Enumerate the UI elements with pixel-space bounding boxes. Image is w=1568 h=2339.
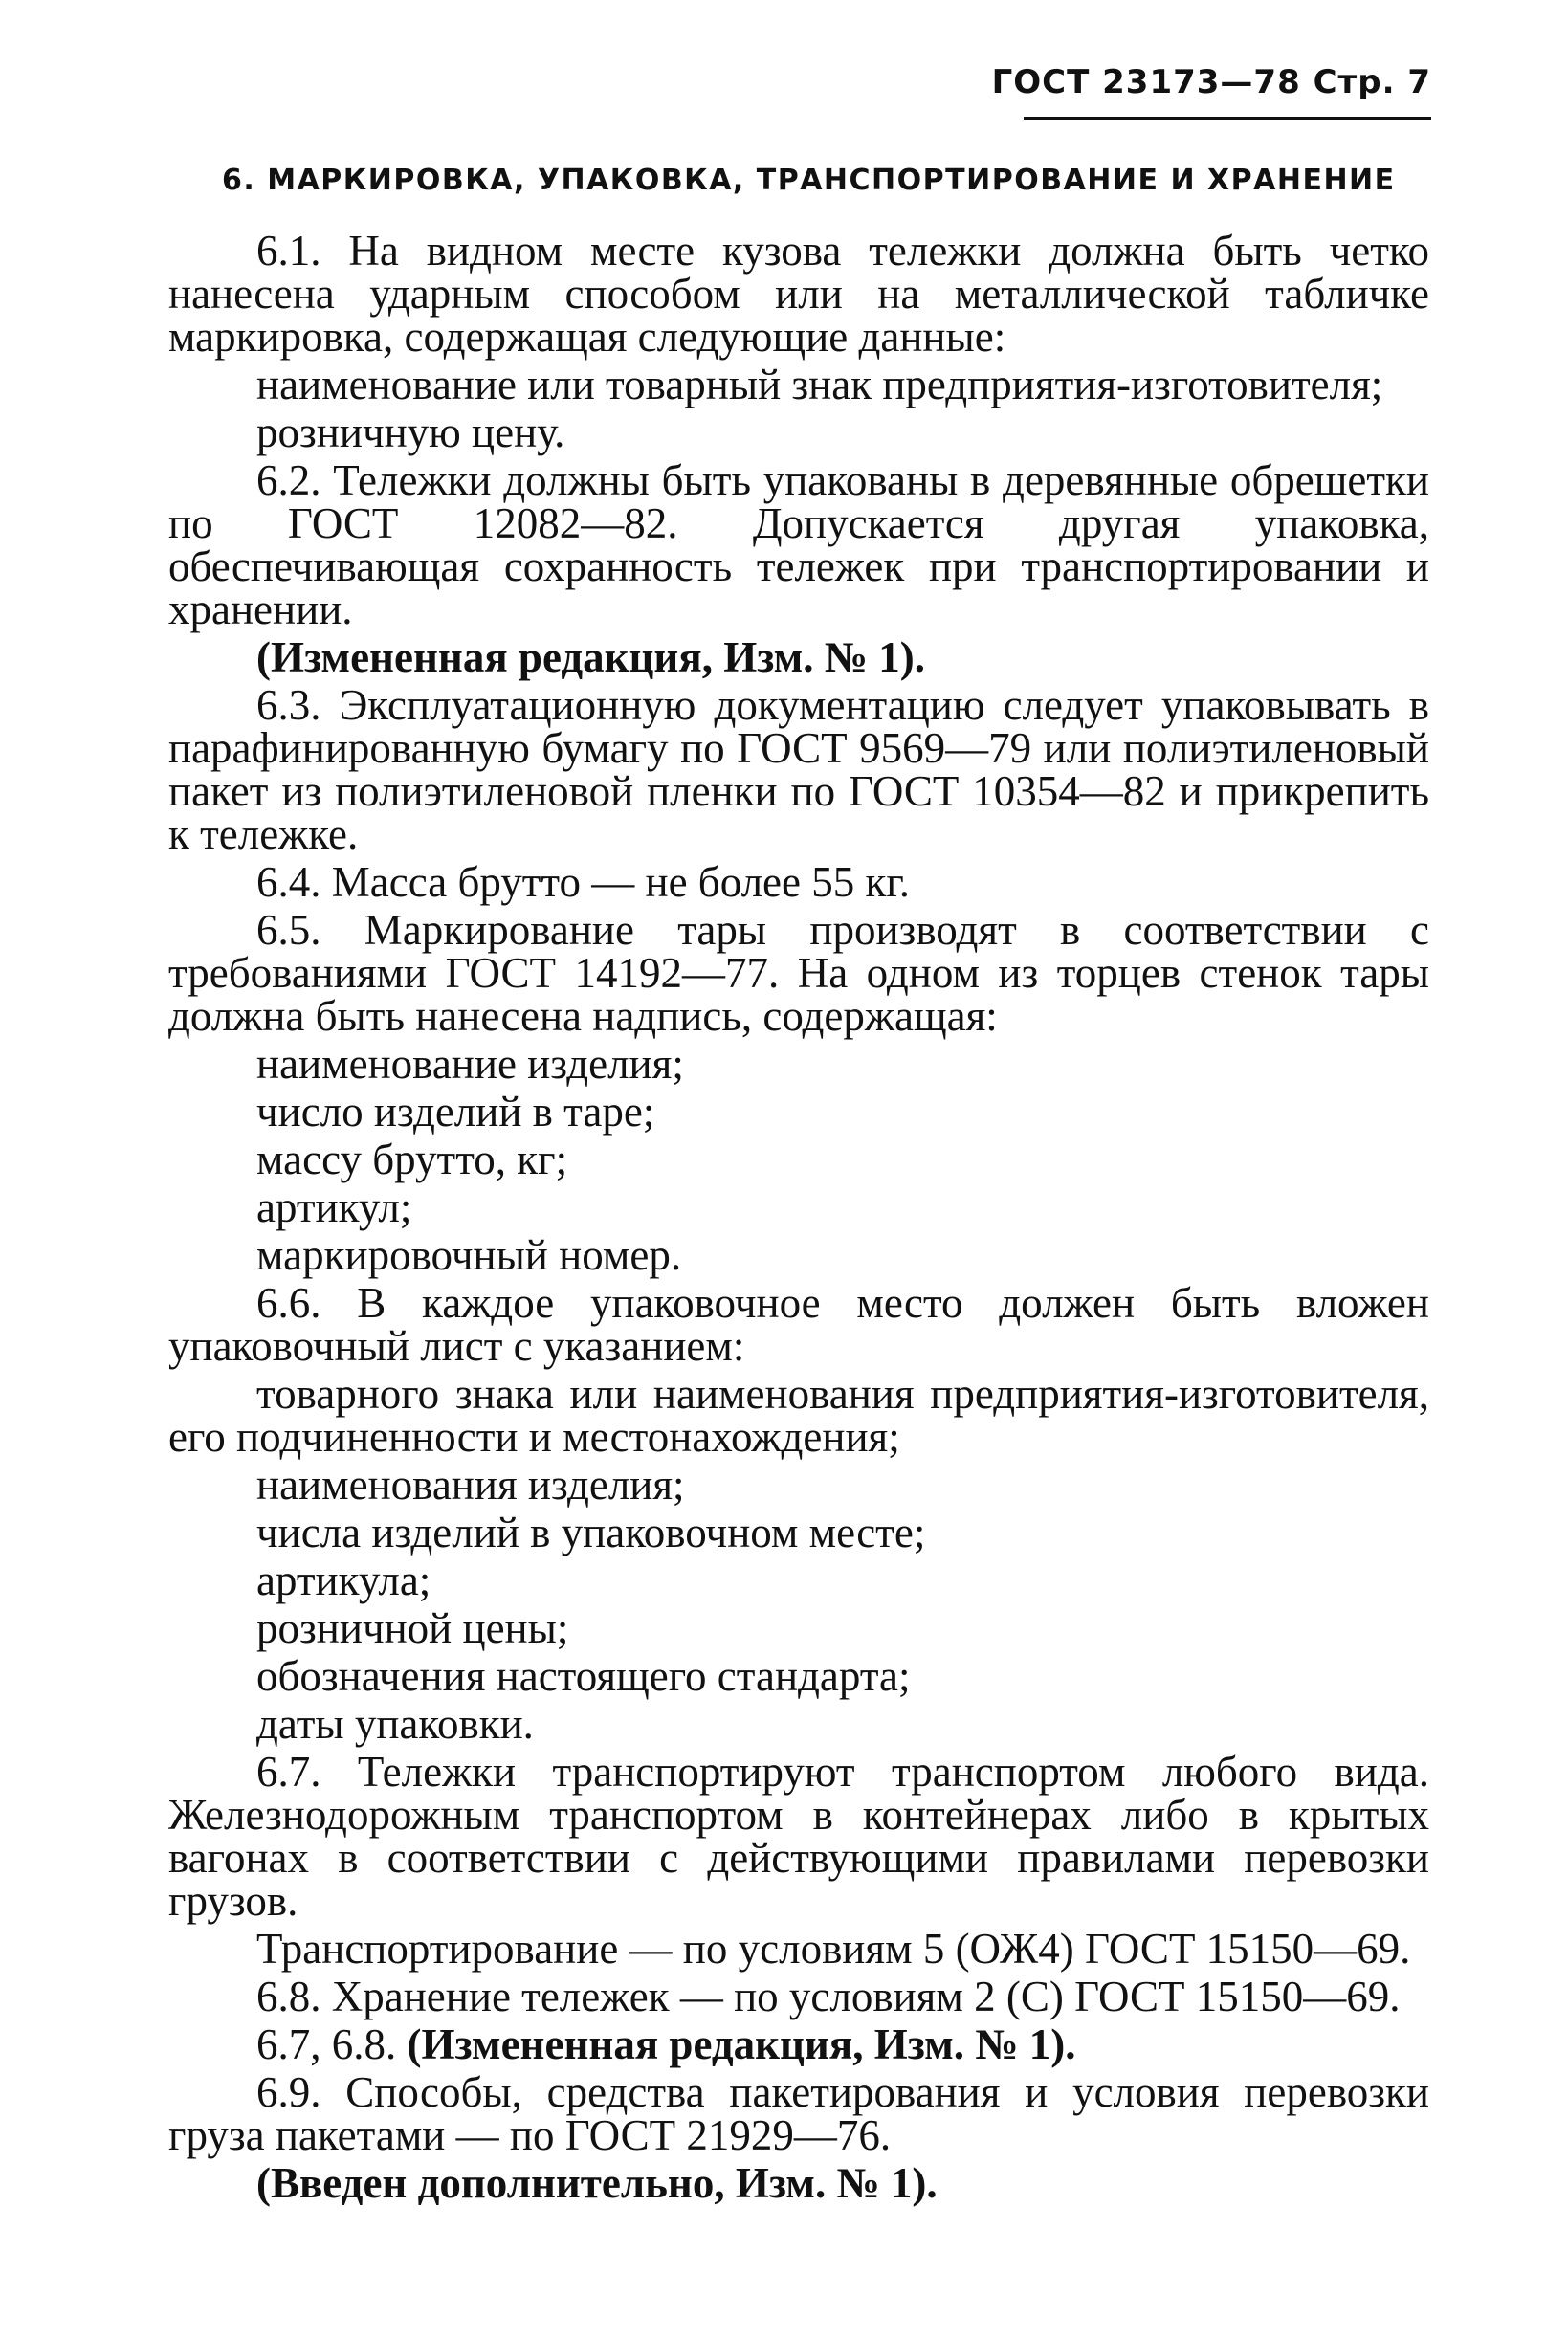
paragraph-6-1-text: 6.1. На видном месте кузова тележки должна быть четко нанесена ударным способом или на металлической табличке маркировка, содержащая следующие данные: — [168, 227, 1429, 361]
amendment-note-prefix: 6.7, 6.8. — [256, 2020, 408, 2068]
paragraph-6-9: 6.9. Способы, средства пакетирования и условия перевозки груза пакетами — по ГОСТ 21929—76. — [168, 2068, 1429, 2159]
list-item: даты упаковки. — [256, 1700, 534, 1748]
paragraph-6-4: 6.4. Масса брутто — не более 55 кг. — [256, 858, 910, 906]
list-item: наименование изделия; — [256, 1040, 684, 1088]
paragraph-6-6: 6.6. В каждое упаковочное место должен быть вложен упаковочный лист с указанием: — [168, 1279, 1429, 1370]
list-item: товарного знака или наименования предприятия-изготовителя, его подчиненности и местонахождения; — [168, 1370, 1429, 1461]
list-item: наименования изделия; — [256, 1461, 685, 1509]
list-item: наименование или товарный знак предприятия-изготовителя; — [256, 361, 1383, 408]
list-item: числа изделий в упаковочном месте; — [256, 1509, 926, 1556]
section-title: 6. МАРКИРОВКА, УПАКОВКА, ТРАНСПОРТИРОВАНИЕ И ХРАНЕНИЕ — [222, 164, 1396, 197]
list-item: розничной цены; — [256, 1604, 569, 1652]
amendment-note-6-7-6-8 — [168, 2020, 1429, 2068]
paragraph-6-3: 6.3. Эксплуатационную документацию следует упаковывать в парафинированную бумагу по ГОСТ 9569—79 или полиэтиленовый пакет из полиэтиленовой пленки по ГОСТ 10354—82 и прикрепить к тележке. — [168, 681, 1429, 858]
list-item: артикула; — [256, 1556, 431, 1604]
paragraph-6-1 — [168, 227, 1429, 361]
amendment-note: (Измененная редакция, Изм. № 1). — [256, 633, 926, 681]
list-item: розничную цену. — [256, 408, 565, 456]
page-header-text: ГОСТ 23173—78 Стр. 7 — [991, 63, 1431, 101]
list-item: маркировочный номер. — [256, 1231, 682, 1279]
paragraph-6-2: 6.2. Тележки должны быть упакованы в деревянные обрешетки по ГОСТ 12082—82. Допускается другая упаковка, обеспечивающая сохранность тележек при транспортировании и хранении. — [168, 456, 1429, 633]
list-item: обозначения настоящего стандарта; — [256, 1652, 911, 1700]
paragraph-6-8: 6.8. Хранение тележек — по условиям 2 (С) ГОСТ 15150—69. — [256, 1973, 1401, 2020]
list-item: артикул; — [256, 1183, 412, 1231]
page-header — [991, 59, 1431, 120]
list-item: массу брутто, кг; — [256, 1136, 568, 1183]
list-item: число изделий в таре; — [256, 1088, 655, 1136]
paragraph-6-7: 6.7. Тележки транспортируют транспортом любого вида. Железнодорожным транспортом в контейнерах либо в крытых вагонах в соответствии с действующими правилами перевозки грузов. — [168, 1748, 1429, 1925]
document-body — [168, 227, 1429, 2210]
addition-note: (Введен дополнительно, Изм. № 1). — [256, 2159, 938, 2207]
amendment-note: (Измененная редакция, Изм. № 1). — [407, 2020, 1076, 2068]
paragraph-6-5: 6.5. Маркирование тары производят в соответствии с требованиями ГОСТ 14192—77. На одном из торцев стенок тары должна быть нанесена надпись, содержащая: — [168, 906, 1429, 1040]
paragraph-6-7-transport: Транспортирование — по условиям 5 (ОЖ4) ГОСТ 15150—69. — [256, 1925, 1411, 1973]
